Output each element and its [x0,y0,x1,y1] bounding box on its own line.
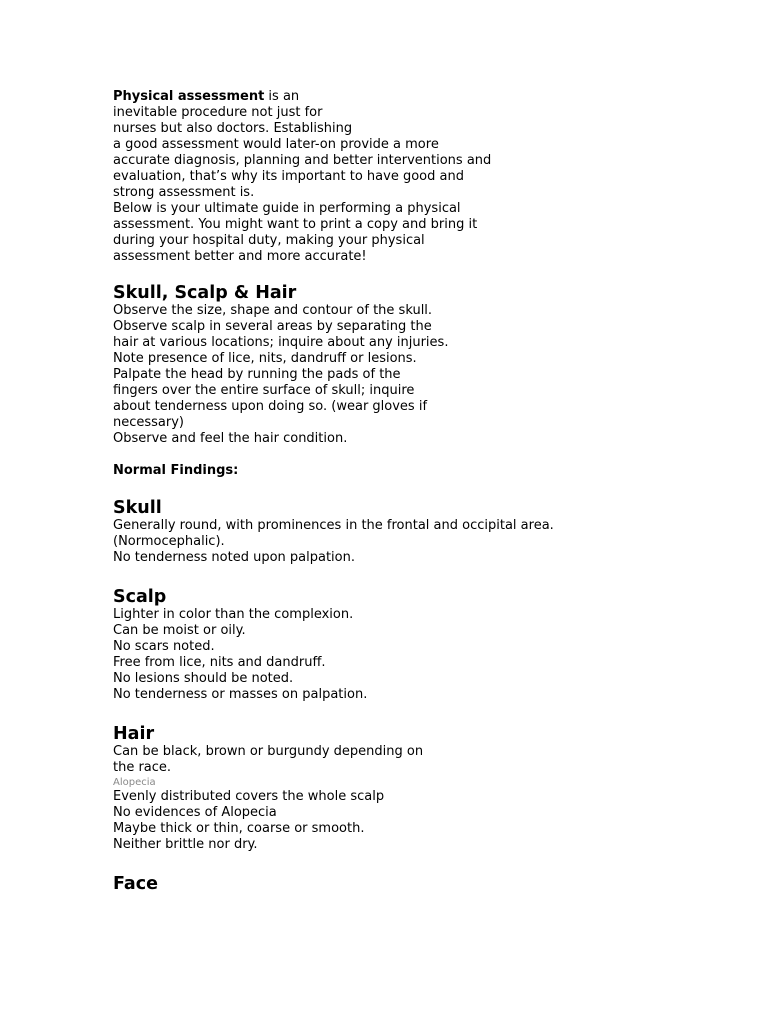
intro-lead-bold: Physical assessment [113,89,265,104]
intro-paragraph [113,89,673,265]
scalp-paragraph [113,607,673,703]
body-line: No scars noted. [113,639,215,654]
intro-line: accurate diagnosis, planning and better interventions and [113,153,492,168]
body-line: Free from lice, nits and dandruff. [113,655,326,670]
intro-line: assessment. You might want to print a copy and bring it [113,217,478,232]
intro-line: nurses but also doctors. Establishing [113,121,353,136]
body-line: fingers over the entire surface of skull; inquire [113,383,415,398]
body-line: Observe the size, shape and contour of the skull. [113,303,433,318]
intro-line: during your hospital duty, making your physical [113,233,425,248]
body-line: Observe and feel the hair condition. [113,431,348,446]
intro-line: strong assessment is. [113,185,255,200]
intro-line [113,89,673,105]
body-line: Note presence of lice, nits, dandruff or lesions. [113,351,417,366]
body-line: No lesions should be noted. [113,671,294,686]
image-caption-alopecia: Alopecia [113,777,156,788]
intro-line: assessment better and more accurate! [113,249,367,264]
body-line: Maybe thick or thin, coarse or smooth. [113,821,365,836]
section-heading-scalp: Scalp [113,587,167,607]
intro-line: inevitable procedure not just for [113,105,323,120]
body-line: Can be black, brown or burgundy depending on [113,744,424,759]
body-line: Lighter in color than the complexion. [113,607,354,622]
intro-lead-rest: is an [264,89,300,104]
body-line: No tenderness noted upon palpation. [113,550,355,565]
section-heading-skull-scalp-hair: Skull, Scalp & Hair [113,283,297,303]
normal-findings-label: Normal Findings: [113,463,239,478]
document-page [113,89,673,894]
intro-line: a good assessment would later-on provide a more [113,137,439,152]
body-line: necessary) [113,415,185,430]
body-line: about tenderness upon doing so. (wear gloves if [113,399,428,414]
body-line: the race. [113,760,172,775]
body-line: hair at various locations; inquire about any injuries. [113,335,449,350]
body-line: Palpate the head by running the pads of the [113,367,401,382]
skull-scalp-hair-paragraph [113,303,673,447]
intro-line: evaluation, that’s why its important to have good and [113,169,464,184]
section-heading-skull: Skull [113,498,162,518]
skull-paragraph [113,518,673,566]
body-line: Evenly distributed covers the whole scalp [113,789,385,804]
hair-paragraph [113,744,673,853]
body-line: Can be moist or oily. [113,623,246,638]
body-line: No evidences of Alopecia [113,805,277,820]
body-line: Neither brittle nor dry. [113,837,258,852]
section-heading-hair: Hair [113,724,155,744]
section-heading-face: Face [113,874,158,894]
intro-line: Below is your ultimate guide in performing a physical [113,201,461,216]
body-line: Generally round, with prominences in the frontal and occipital area. [113,518,554,533]
body-line: No tenderness or masses on palpation. [113,687,368,702]
body-line: (Normocephalic). [113,534,225,549]
body-line: Observe scalp in several areas by separating the [113,319,432,334]
